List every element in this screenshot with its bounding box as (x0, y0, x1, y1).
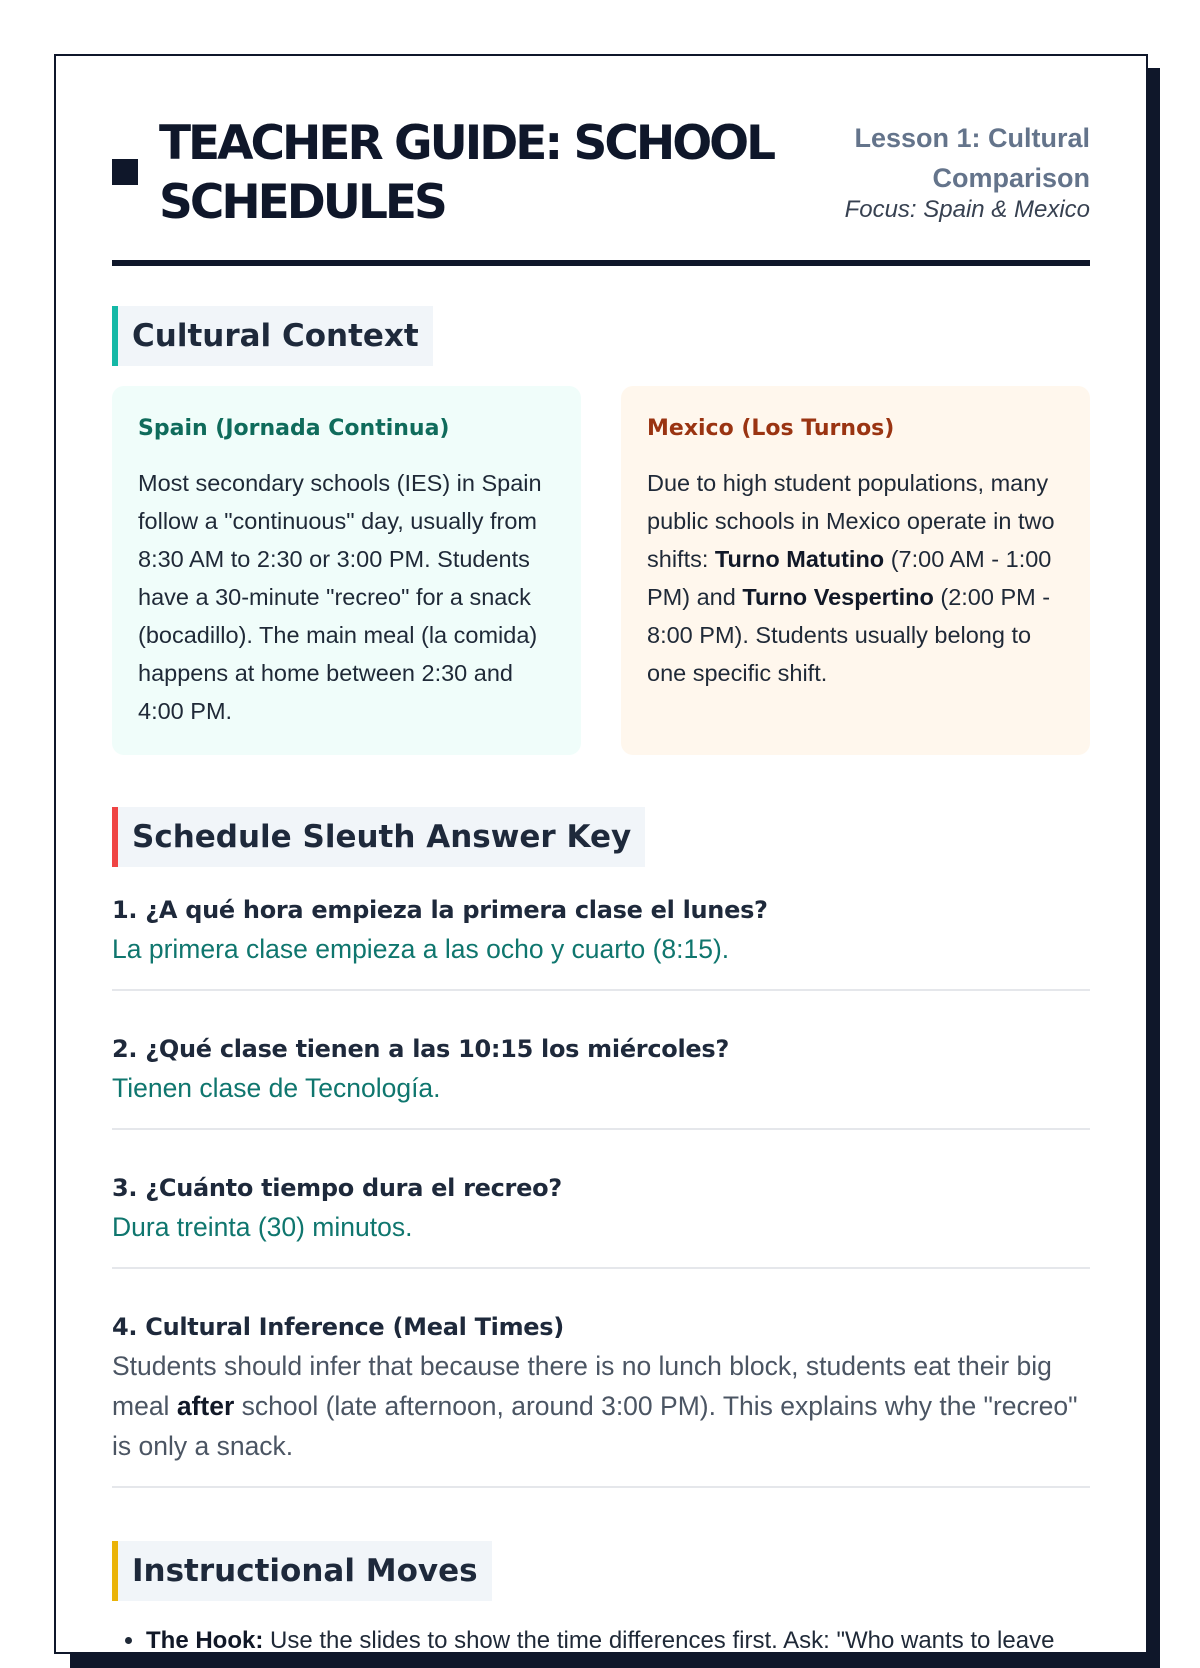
move-label: The Hook: (146, 1627, 264, 1654)
mexico-shift-evening: Turno Vespertino (742, 584, 934, 610)
answer-text: Dura treinta (30) minutos. (112, 1212, 413, 1242)
mexico-text-part: Due to high student populations, many public schools in Mexico operate in two shifts: (647, 470, 1055, 572)
explanation-part: Students should infer that because there is no lunch block, students eat their big meal (112, 1351, 1052, 1421)
title-square-icon (112, 159, 138, 185)
move-text: Use the slides to show the time differences first. Ask: "Who wants to leave (263, 1627, 1055, 1654)
teacher-guide-page (54, 54, 1148, 1654)
lesson-meta (790, 118, 1090, 226)
answer-item (112, 893, 1090, 991)
page-title: TEACHER GUIDE: SCHOOL SCHEDULES (159, 116, 774, 230)
lesson-label: Lesson 1: Cultural Comparison (854, 123, 1090, 193)
section-heading-instructional-moves: Instructional Moves (112, 1541, 492, 1601)
list-item (146, 1623, 1090, 1659)
lesson-focus: Focus: Spain & Mexico (844, 196, 1090, 223)
culture-cards (112, 386, 1090, 755)
question-text: 2. ¿Qué clase tienen a las 10:15 los miércoles? (112, 1035, 729, 1063)
answer-item (112, 1130, 1090, 1269)
mexico-card-title: Mexico (Los Turnos) (647, 416, 895, 441)
answer-item (112, 991, 1090, 1130)
answer-item (112, 1269, 1090, 1488)
question-text: 1. ¿A qué hora empieza la primera clase el lunes? (112, 896, 768, 924)
spain-card-title: Spain (Jornada Continua) (138, 416, 450, 441)
answer-explanation (112, 1346, 1090, 1466)
mexico-text-part: (2:00 PM - 8:00 PM). Students usually belong to one specific shift. (647, 584, 1051, 686)
section-heading-cultural-context: Cultural Context (112, 306, 433, 366)
explanation-part: school (late afternoon, around 3:00 PM). This explains why the "recreo" is only a snack. (112, 1391, 1078, 1461)
mexico-text-part: (7:00 AM - 1:00 PM) and (647, 546, 1052, 610)
mexico-shift-morning: Turno Matutino (714, 546, 885, 572)
explanation-emphasis: after (176, 1391, 235, 1421)
answer-text: La primera clase empieza a las ocho y cuarto (8:15). (112, 934, 730, 964)
mexico-card (621, 386, 1090, 755)
spain-card-text: Most secondary schools (IES) in Spain follow a "continuous" day, usually from 8:30 AM to 2:30 or 3:00 PM. Students have a 30-minute "recreo" for a snack (bocadillo). The main meal (la comida) happens at home between 2:30 and 4:00 PM. (138, 470, 542, 724)
question-text: 3. ¿Cuánto tiempo dura el recreo? (112, 1174, 562, 1202)
section-heading-answer-key: Schedule Sleuth Answer Key (112, 807, 645, 867)
mexico-card-text (647, 464, 1064, 692)
answer-text: Tienen clase de Tecnología. (112, 1073, 441, 1103)
moves-list (112, 1623, 1090, 1659)
spain-card (112, 386, 581, 755)
question-text: 4. Cultural Inference (Meal Times) (112, 1313, 564, 1341)
guide-header (112, 56, 1090, 266)
